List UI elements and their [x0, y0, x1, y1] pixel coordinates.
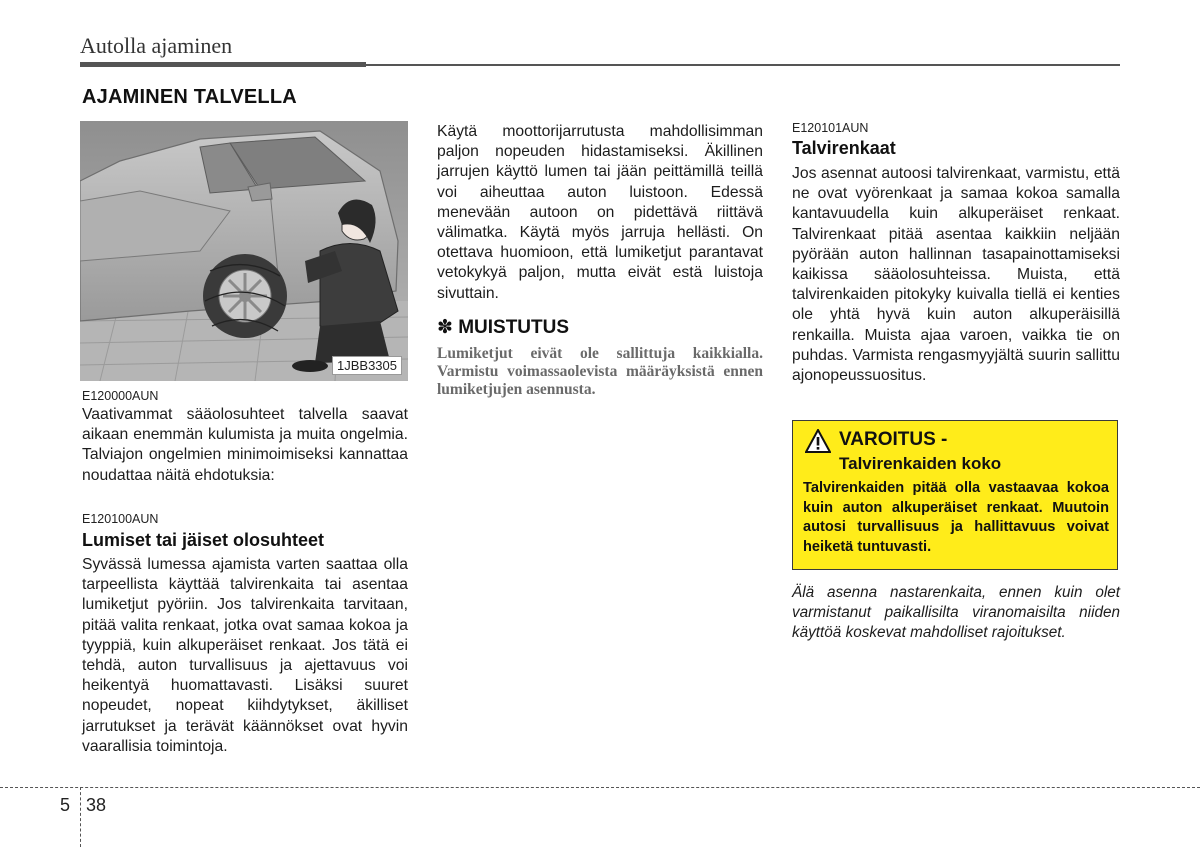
- warning-triangle-icon: [805, 429, 831, 453]
- section-code: E120100AUN: [82, 512, 159, 526]
- note-body: Lumiketjut eivät ole sallittuja kaikkialla. Varmistu voimassaolevista määräyksistä ennen lumiketjujen asennusta.: [437, 345, 763, 399]
- footer-vertical-rule: [80, 787, 81, 847]
- section-code: E120000AUN: [82, 389, 159, 403]
- car-snowchain-illustration: [80, 121, 408, 381]
- section-title: AJAMINEN TALVELLA: [82, 86, 297, 108]
- warning-box: [792, 420, 1118, 570]
- intro-paragraph: Vaativammat sääolosuhteet talvella saavat aikaan enemmän kulumista ja muita ongelmia. Talviajon ongelmien minimoimiseksi kannattaa noudattaa näitä ehdotuksia:: [82, 406, 408, 484]
- engine-braking-paragraph: Käytä moottorijarrutusta mahdollisimman paljon nopeuden hidastamiseksi. Äkillinen jarrujen käyttö lumen tai jään peittämillä teillä voi aiheuttaa auton luistoon. Edessä menevään autoon on pidettävä riittävä välimatka. Käytä myös jarruja hellästi. On otettava huomioon, että lumiketjut parantavat vetokykyä paljon, mutta eivät estä luistoja sivuttain.: [437, 123, 763, 302]
- warning-title: VAROITUS -: [839, 429, 948, 450]
- section-code: E120101AUN: [792, 121, 869, 135]
- footer-rule: [0, 787, 1200, 788]
- page-number: 38: [86, 795, 107, 815]
- snow-conditions-paragraph: Syvässä lumessa ajamista varten saattaa olla tarpeellista käyttää talvirenkaita tai asentaa lumiketjut pyöriin. Jos talvirenkaita tarvitaan, pitää valita renkaat, jotka ovat samaa kokoa ja tyyppiä, kuin alkuperäiset renkaat. Jos tätä ei tehdä, auton turvallisuus ja ajettavuus voi heikentyä huomattavasti. Lisäksi suuret nopeudet, nopeat kiihdytykset, äkilliset jarrutukset ja terävät käännökset ovat hyvin vaarallisia toimintoja.: [82, 556, 408, 755]
- note-heading: ✽ MUISTUTUS: [437, 317, 570, 338]
- running-header-title: Autolla ajaminen: [80, 33, 233, 58]
- winter-tires-paragraph: Jos asennat autoosi talvirenkaat, varmistu, että ne ovat vyörenkaat ja samaa kokoa samalla kantavuudella kuin alkuperäiset renkaat. Talvirenkaat pitää asentaa kaikkiin neljään pyörään auton hallinnan tasapainottamiseksi kaikissa sääolosuhteissa. Muista, että talvirenkaiden pitokyky kuivalla tiellä ei kenties ole yhtä hyvä kuin auton alkuperäisillä renkailla. Muista ajaa varoen, vaikka tie on puhdas. Varmista rengasmyyjältä suurin sallittu ajonopeussuositus.: [792, 165, 1120, 385]
- header-rule-thick: [80, 62, 366, 67]
- subheading-snowy-conditions: Lumiset tai jäiset olosuhteet: [82, 530, 325, 550]
- illustration-code: 1JBB3305: [332, 356, 402, 375]
- warning-subtitle: Talvirenkaiden koko: [839, 454, 1002, 473]
- chapter-number: 5: [60, 795, 71, 815]
- illustration-drawing: [80, 121, 408, 381]
- subheading-winter-tires: Talvirenkaat: [792, 138, 896, 158]
- studded-tires-note: Älä asenna nastarenkaita, ennen kuin olet varmistanut paikallisilta viranomaisilta niiden käyttöä koskevat mahdolliset rajoitukset.: [792, 584, 1120, 641]
- header-rule-thin: [366, 64, 1120, 66]
- warning-body: Talvirenkaiden pitää olla vastaavaa kokoa kuin auton alkuperäiset renkaat. Muutoin autosi turvallisuus ja hallittavuus voivat heiketä tuntuvasti.: [803, 480, 1109, 555]
